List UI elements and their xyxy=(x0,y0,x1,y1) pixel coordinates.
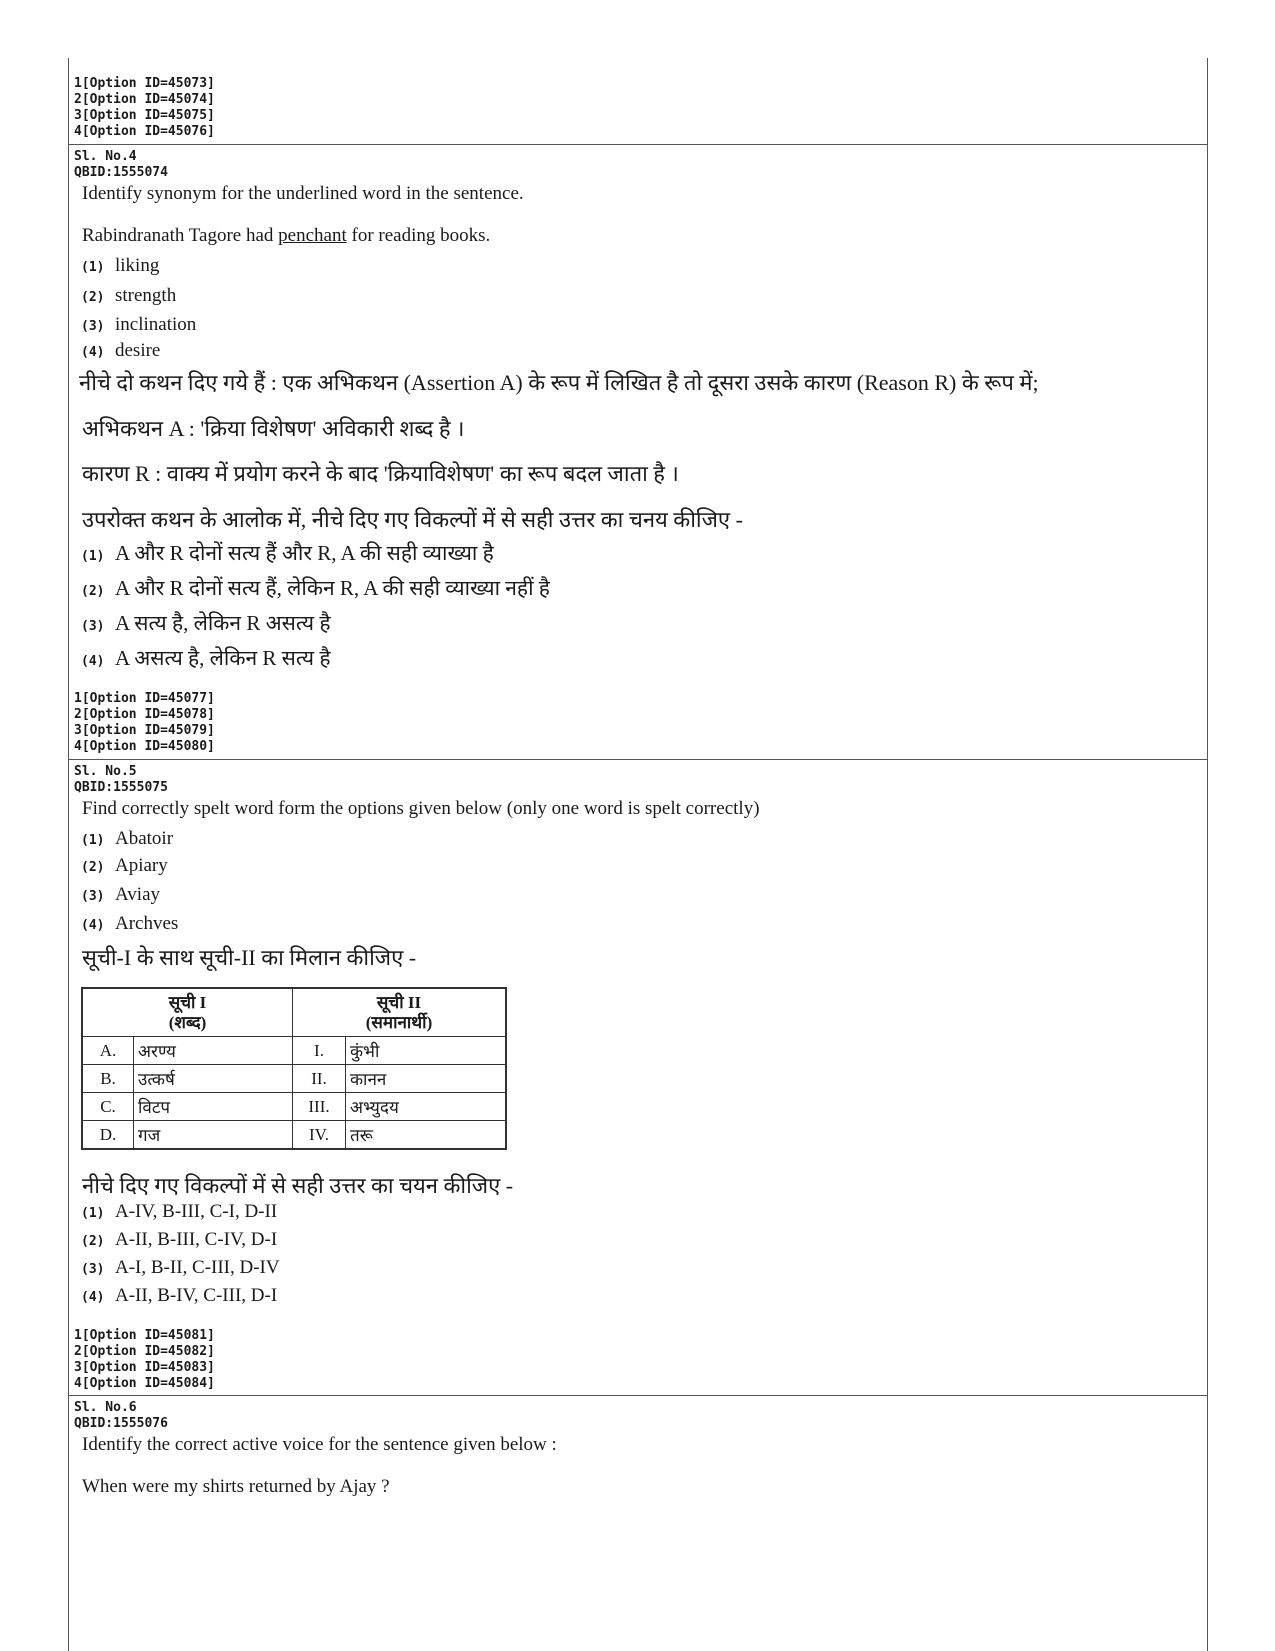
option-id: 4[Option ID=45076] xyxy=(74,124,215,139)
serial-number: Sl. No.5 xyxy=(74,764,137,779)
question-header xyxy=(69,764,1207,796)
option-id-list xyxy=(69,691,1207,755)
option-4[interactable]: (4) A असत्य है, लेकिन R सत्य है xyxy=(81,646,331,670)
sentence-text: Rabindranath Tagore had xyxy=(82,225,279,246)
option-id: 2[Option ID=45082] xyxy=(74,1344,215,1359)
reason: कारण R : वाक्य में प्रयोग करने के बाद 'क्रियाविशेषण' का रूप बदल जाता है । xyxy=(82,461,679,486)
serial-number: Sl. No.4 xyxy=(74,149,137,164)
option-1[interactable]: (1) Abatoir xyxy=(81,828,174,849)
hindi-prompt: नीचे दिए गए विकल्पों में से सही उत्तर का चयन कीजिए - xyxy=(82,1173,514,1198)
sentence-text: for reading books. xyxy=(346,225,491,246)
option-id: 2[Option ID=45078] xyxy=(74,707,215,722)
question-sentence: When were my shirts returned by Ajay ? xyxy=(82,1476,390,1497)
hindi-intro: नीचे दो कथन दिए गये हैं : एक अभिकथन (Assertion A) के रूप में लिखित है तो दूसरा उसके कारण (Reason R) के रूप में; xyxy=(79,370,1039,395)
divider xyxy=(69,144,1207,145)
divider xyxy=(69,759,1207,760)
divider xyxy=(69,1395,1207,1396)
option-id: 4[Option ID=45080] xyxy=(74,739,215,754)
qbid: QBID:1555074 xyxy=(74,165,168,180)
option-3[interactable]: (3) A-I, B-II, C-III, D-IV xyxy=(81,1257,280,1278)
option-3[interactable]: (3) A सत्य है, लेकिन R असत्य है xyxy=(81,611,331,635)
option-id: 2[Option ID=45074] xyxy=(74,92,215,107)
option-id: 1[Option ID=45077] xyxy=(74,691,215,706)
qbid: QBID:1555075 xyxy=(74,780,168,795)
page-frame xyxy=(68,58,1208,1651)
qbid: QBID:1555076 xyxy=(74,1416,168,1431)
option-id-list xyxy=(69,1328,1207,1392)
table-header-row xyxy=(82,988,506,1037)
hindi-intro: सूची-I के साथ सूची-II का मिलान कीजिए - xyxy=(82,945,417,970)
table-row: D. गज IV. तरू xyxy=(82,1121,506,1150)
question-sentence xyxy=(69,225,490,247)
match-table xyxy=(81,987,507,1150)
serial-number: Sl. No.6 xyxy=(74,1400,137,1415)
option-2[interactable]: (2) A और R दोनों सत्य हैं, लेकिन R, A की सही व्याख्या नहीं है xyxy=(81,576,550,600)
option-3[interactable]: (3) Aviay xyxy=(81,884,161,905)
option-2[interactable]: (2) A-II, B-III, C-IV, D-I xyxy=(81,1229,278,1250)
table-row: B. उत्कर्ष II. कानन xyxy=(82,1065,506,1093)
assertion: अभिकथन A : 'क्रिया विशेषण' अविकारी शब्द है । xyxy=(82,416,465,441)
question-header xyxy=(69,149,1207,181)
option-2[interactable]: (2) Apiary xyxy=(81,855,168,876)
table-row: C. विटप III. अभ्युदय xyxy=(82,1093,506,1121)
option-3[interactable]: (3) inclination xyxy=(81,314,197,335)
option-1[interactable]: (1) A-IV, B-III, C-I, D-II xyxy=(81,1201,278,1222)
question-instruction: Identify synonym for the underlined word in the sentence. xyxy=(82,183,524,204)
option-id: 4[Option ID=45084] xyxy=(74,1376,215,1391)
hindi-prompt: उपरोक्त कथन के आलोक में, नीचे दिए गए विकल्पों में से सही उत्तर का चनय कीजिए - xyxy=(82,507,743,532)
option-id: 3[Option ID=45075] xyxy=(74,108,215,123)
option-1[interactable]: (1) liking xyxy=(81,255,160,276)
question-instruction: Find correctly spelt word form the options given below (only one word is spelt correctly) xyxy=(82,798,760,819)
option-id: 3[Option ID=45083] xyxy=(74,1360,215,1375)
underlined-word: penchant xyxy=(278,225,347,246)
option-4[interactable]: (4) desire xyxy=(81,340,161,361)
question-header xyxy=(69,1400,1207,1432)
option-id: 1[Option ID=45073] xyxy=(74,76,215,91)
question-instruction: Identify the correct active voice for the sentence given below : xyxy=(82,1434,557,1455)
column-header-list-1: सूची I (शब्द) xyxy=(82,988,293,1037)
table-row: A. अरण्य I. कुंभी xyxy=(82,1037,506,1065)
option-4[interactable]: (4) A-II, B-IV, C-III, D-I xyxy=(81,1285,278,1306)
column-header-list-2: सूची II (समानार्थी) xyxy=(293,988,507,1037)
option-id: 3[Option ID=45079] xyxy=(74,723,215,738)
option-1[interactable]: (1) A और R दोनों सत्य हैं और R, A की सही व्याख्या है xyxy=(81,541,494,565)
option-4[interactable]: (4) Archves xyxy=(81,913,179,934)
option-id-list xyxy=(69,76,1207,140)
option-id: 1[Option ID=45081] xyxy=(74,1328,215,1343)
option-2[interactable]: (2) strength xyxy=(81,285,177,306)
